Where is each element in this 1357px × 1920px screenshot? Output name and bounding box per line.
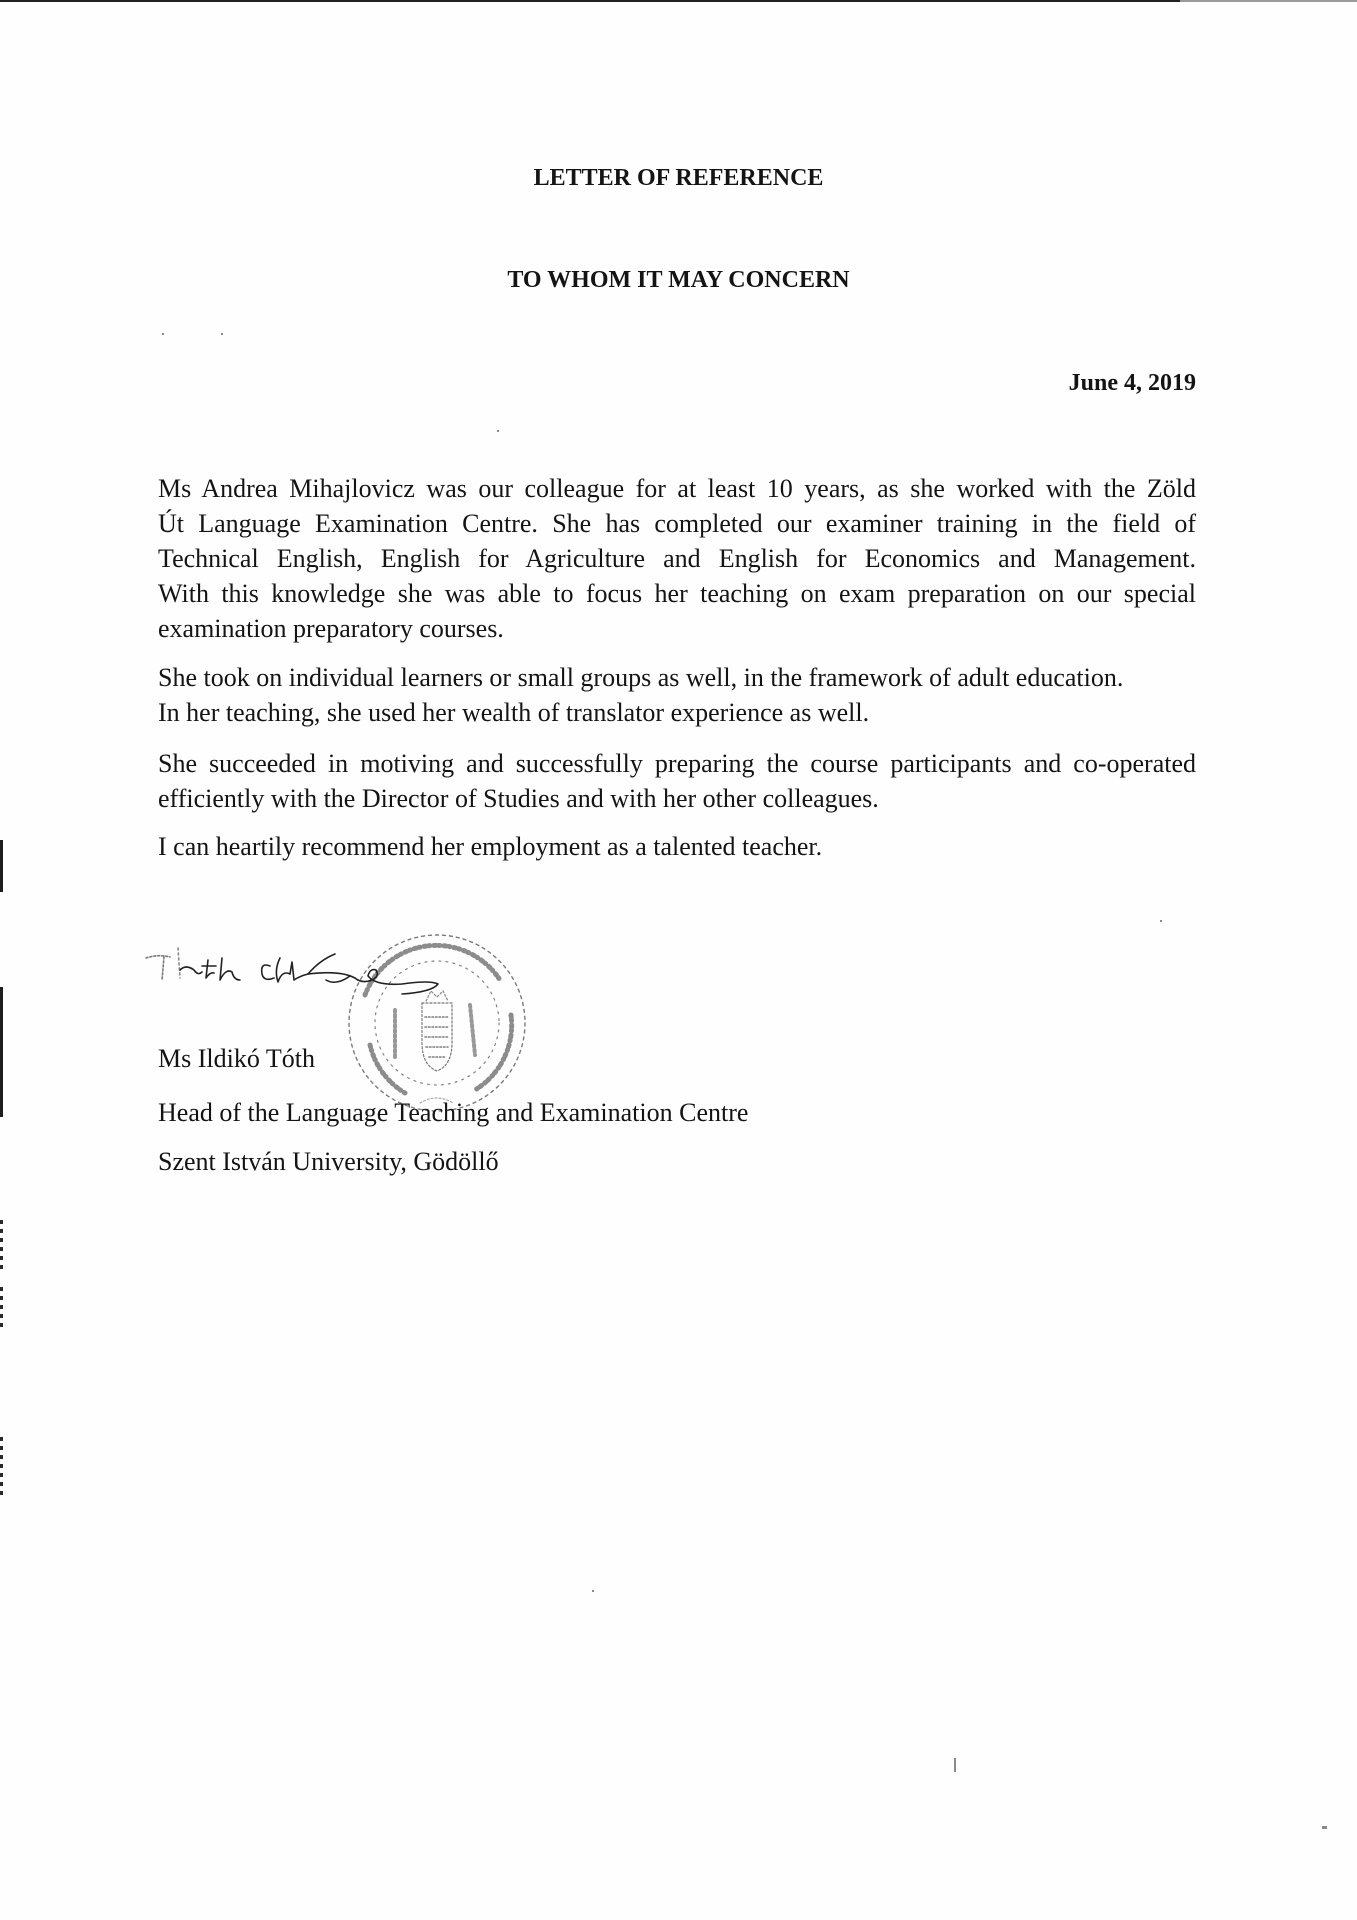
paragraph-line: She took on individual learners or small groups as well, in the framework of adult education.: [158, 663, 1124, 692]
scan-speck: [497, 430, 499, 432]
letter-title: LETTER OF REFERENCE: [533, 165, 824, 191]
scan-edge-left-dots: [0, 1220, 3, 1273]
paragraph-line: Út Language Examination Centre. She has completed our examiner training in the field of: [158, 509, 1196, 538]
scan-edge-top: [0, 0, 1180, 2]
scan-speck: [1160, 920, 1162, 922]
paragraph-line: Technical English, English for Agriculture and English for Economics and Management.: [158, 544, 1196, 573]
paragraph-line: Ms Andrea Mihajlovicz was our colleague for at least 10 years, as she worked with the Zöld: [158, 474, 1196, 503]
paragraph-line: She succeeded in motiving and successfully preparing the course participants and co-operated: [158, 749, 1196, 778]
paragraph-line: examination preparatory courses.: [158, 614, 504, 643]
scan-edge-left-dots: [0, 1437, 3, 1497]
signatory-institution: Szent István University, Gödöllő: [158, 1147, 499, 1176]
paragraph-line: In her teaching, she used her wealth of translator experience as well.: [158, 698, 870, 727]
letter-salutation: TO WHOM IT MAY CONCERN: [507, 267, 850, 293]
scan-edge-left-mark: [0, 840, 3, 892]
scan-speck: [954, 1758, 956, 1772]
scan-edge-left-dots: [0, 1287, 3, 1327]
paragraph-line: With this knowledge she was able to focus her teaching on exam preparation on our special: [158, 579, 1196, 608]
scan-edge-left-mark: [0, 987, 3, 1117]
scan-speck: [221, 333, 223, 335]
scan-speck: [162, 333, 164, 335]
letter-date: June 4, 2019: [1068, 370, 1196, 396]
signatory-position: Head of the Language Teaching and Examination Centre: [158, 1098, 749, 1127]
scan-edge-top-faint: [1180, 0, 1357, 2]
scan-speck: [592, 1590, 594, 1592]
scan-speck: [1322, 1826, 1327, 1829]
paragraph-line: efficiently with the Director of Studies and with her other colleagues.: [158, 784, 879, 813]
handwritten-signature: [140, 940, 470, 1020]
paragraph-line: I can heartily recommend her employment as a talented teacher.: [158, 832, 823, 861]
stamp-shield-lines: [425, 1017, 449, 1057]
stamp-inner-lettering: [470, 1005, 475, 1055]
stamp-ring-lettering: [475, 1015, 512, 1090]
signatory-name: Ms Ildikó Tóth: [158, 1044, 315, 1073]
